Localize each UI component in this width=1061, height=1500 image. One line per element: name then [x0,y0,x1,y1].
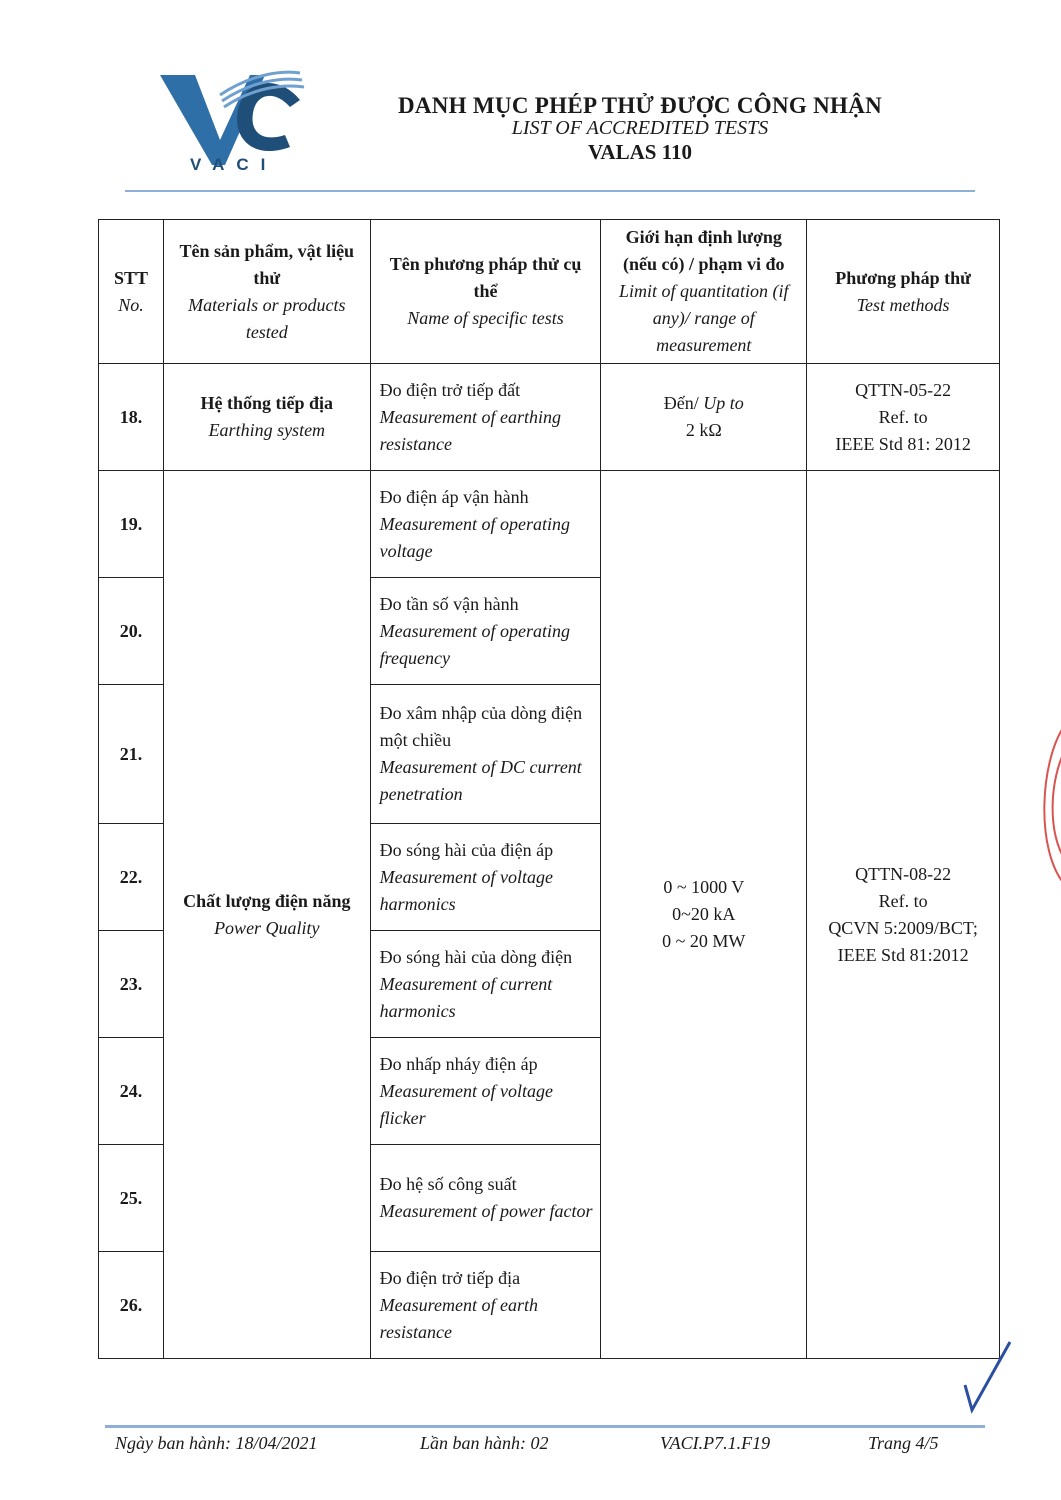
table-row [99,364,1000,471]
table-header-row [99,220,1000,364]
range-cell: 0 ~ 1000 V 0~20 kA 0 ~ 20 MW [601,471,807,1359]
logo-text: VACI [190,155,278,174]
page-number: Trang 4/5 [868,1433,939,1453]
test-cell: Đo điện trở tiếp đất Measurement of earthing resistance [370,364,601,471]
row-number: 24. [99,1038,164,1145]
header-range: Giới hạn định lượng (nếu có) / phạm vi đo Limit of quantitation (if any)/ range of measurement [601,220,807,364]
method-cell: QTTN-05-22 Ref. to IEEE Std 81: 2012 [807,364,1000,471]
test-cell: Đo sóng hài của điện áp Measurement of voltage harmonics [370,824,601,931]
table-row [99,471,1000,578]
material-cell: Chất lượng điện năng Power Quality [163,471,370,1359]
test-cell: Đo tần số vận hành Measurement of operating frequency [370,578,601,685]
material-cell: Hệ thống tiếp địa Earthing system [163,364,370,471]
header-no: STT No. [99,220,164,364]
title-vietnamese: DANH MỤC PHÉP THỬ ĐƯỢC CÔNG NHẬN [397,93,883,118]
checkmark-icon [960,1340,1020,1420]
test-cell: Đo hệ số công suất Measurement of power factor [370,1145,601,1252]
test-cell: Đo nhấp nháy điện áp Measurement of voltage flicker [370,1038,601,1145]
stamp-icon [1025,720,1061,890]
document-title [340,93,940,165]
footer-divider [105,1425,985,1428]
row-number: 23. [99,931,164,1038]
issue-number: Lần ban hành: 02 [420,1433,549,1453]
form-code: VACI.P7.1.F19 [660,1433,771,1453]
test-cell: Đo điện áp vận hành Measurement of operating voltage [370,471,601,578]
header-method: Phương pháp thử Test methods [807,220,1000,364]
accreditation-code: VALAS 110 [587,140,693,164]
range-cell: Đến/ Up to 2 kΩ [601,364,807,471]
test-cell: Đo xâm nhập của dòng điện một chiều Measurement of DC current penetration [370,685,601,824]
header-divider [125,190,975,192]
accredited-tests-table [98,219,1000,1359]
row-number: 22. [99,824,164,931]
title-english: LIST OF ACCREDITED TESTS [511,117,769,139]
row-number: 21. [99,685,164,824]
header-material: Tên sản phẩm, vật liệu thử Materials or products tested [163,220,370,364]
test-cell: Đo điện trở tiếp địa Measurement of earth resistance [370,1252,601,1359]
row-number: 19. [99,471,164,578]
method-cell: QTTN-08-22 Ref. to QCVN 5:2009/BCT; IEEE Std 81:2012 [807,471,1000,1359]
issue-date: Ngày ban hành: 18/04/2021 [115,1433,318,1453]
row-number: 20. [99,578,164,685]
test-cell: Đo sóng hài của dòng điện Measurement of current harmonics [370,931,601,1038]
row-number: 26. [99,1252,164,1359]
header-test-name: Tên phương pháp thử cụ thể Name of specific tests [370,220,601,364]
row-number: 18. [99,364,164,471]
row-number: 25. [99,1145,164,1252]
